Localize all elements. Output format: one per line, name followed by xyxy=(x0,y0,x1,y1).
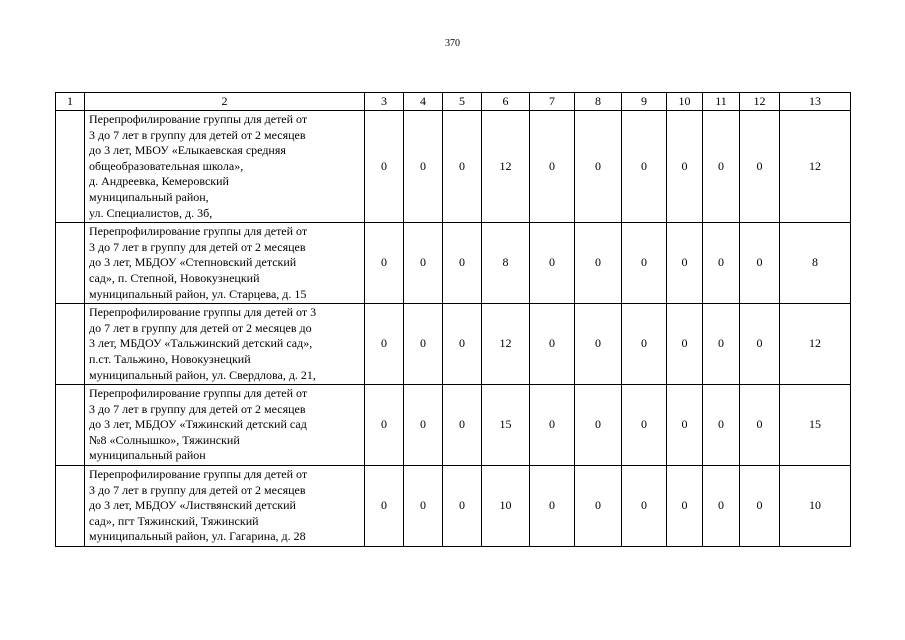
table-row xyxy=(56,223,851,304)
description-cell: Перепрофилирование группы для детей от 3 до 7 лет в группу для детей от 2 месяцев до 3 лет, МБДОУ «Тяжинский детский сад №8 «Солнышко», Тяжинский муниципальный район xyxy=(85,385,365,466)
value-cell: 0 xyxy=(530,111,575,223)
value-cell: 0 xyxy=(575,223,622,304)
description-cell: Перепрофилирование группы для детей от 3 до 7 лет в группу для детей от 2 месяцев до 3 лет, МБДОУ «Степновский детский сад», п. Степной, Новокузнецкий муниципальный район, ул. Старцева, д. 15 xyxy=(85,223,365,304)
value-cell: 0 xyxy=(667,466,703,547)
value-cell: 0 xyxy=(404,304,443,385)
value-cell: 0 xyxy=(365,466,404,547)
value-cell: 0 xyxy=(530,385,575,466)
total-cell: 12 xyxy=(780,304,851,385)
value-cell: 0 xyxy=(740,466,780,547)
value-cell: 0 xyxy=(530,304,575,385)
value-cell: 0 xyxy=(443,111,482,223)
value-cell: 0 xyxy=(575,385,622,466)
value-cell: 0 xyxy=(622,111,667,223)
value-cell: 0 xyxy=(622,304,667,385)
value-cell: 0 xyxy=(365,304,404,385)
value-cell: 0 xyxy=(575,111,622,223)
column-header: 3 xyxy=(365,93,404,111)
description-cell: Перепрофилирование группы для детей от 3 до 7 лет в группу для детей от 2 месяцев до 3 лет, МБОУ «Елыкаевская средняя общеобразовательная школа», д. Андреевка, Кемеровский муниципальный район, ул. Специалистов, д. 3б, xyxy=(85,111,365,223)
column-header: 5 xyxy=(443,93,482,111)
value-cell: 0 xyxy=(530,223,575,304)
value-cell: 0 xyxy=(703,304,740,385)
value-cell: 0 xyxy=(443,223,482,304)
column-header: 7 xyxy=(530,93,575,111)
value-cell: 0 xyxy=(622,223,667,304)
table-row xyxy=(56,304,851,385)
value-cell: 0 xyxy=(740,304,780,385)
value-cell: 15 xyxy=(482,385,530,466)
total-cell: 10 xyxy=(780,466,851,547)
row-number-cell xyxy=(56,223,85,304)
value-cell: 12 xyxy=(482,304,530,385)
table-row xyxy=(56,466,851,547)
column-header: 9 xyxy=(622,93,667,111)
column-header: 4 xyxy=(404,93,443,111)
column-header: 1 xyxy=(56,93,85,111)
column-header: 8 xyxy=(575,93,622,111)
column-header: 2 xyxy=(85,93,365,111)
value-cell: 0 xyxy=(575,466,622,547)
value-cell: 0 xyxy=(703,466,740,547)
value-cell: 0 xyxy=(365,223,404,304)
page-number: 370 xyxy=(445,38,460,49)
header-row xyxy=(56,93,851,111)
description-cell: Перепрофилирование группы для детей от 3 до 7 лет в группу для детей от 2 месяцев до 3 лет, МБДОУ «Тальжинский детский сад», п.ст. Тальжино, Новокузнецкий муниципальный район, ул. Свердлова, д. 21, xyxy=(85,304,365,385)
value-cell: 0 xyxy=(622,385,667,466)
value-cell: 8 xyxy=(482,223,530,304)
value-cell: 0 xyxy=(703,223,740,304)
value-cell: 0 xyxy=(443,466,482,547)
value-cell: 0 xyxy=(667,304,703,385)
value-cell: 0 xyxy=(740,223,780,304)
value-cell: 0 xyxy=(667,223,703,304)
value-cell: 0 xyxy=(404,466,443,547)
value-cell: 10 xyxy=(482,466,530,547)
value-cell: 12 xyxy=(482,111,530,223)
column-header: 12 xyxy=(740,93,780,111)
value-cell: 0 xyxy=(404,111,443,223)
total-cell: 12 xyxy=(780,111,851,223)
total-cell: 8 xyxy=(780,223,851,304)
value-cell: 0 xyxy=(404,223,443,304)
value-cell: 0 xyxy=(404,385,443,466)
table-row xyxy=(56,111,851,223)
column-header: 13 xyxy=(780,93,851,111)
column-header: 10 xyxy=(667,93,703,111)
value-cell: 0 xyxy=(740,385,780,466)
value-cell: 0 xyxy=(530,466,575,547)
value-cell: 0 xyxy=(443,304,482,385)
table-row xyxy=(56,385,851,466)
value-cell: 0 xyxy=(667,111,703,223)
row-number-cell xyxy=(56,466,85,547)
value-cell: 0 xyxy=(667,385,703,466)
value-cell: 0 xyxy=(575,304,622,385)
total-cell: 15 xyxy=(780,385,851,466)
column-header: 11 xyxy=(703,93,740,111)
value-cell: 0 xyxy=(703,111,740,223)
value-cell: 0 xyxy=(365,385,404,466)
row-number-cell xyxy=(56,111,85,223)
value-cell: 0 xyxy=(703,385,740,466)
data-table xyxy=(55,92,851,547)
row-number-cell xyxy=(56,385,85,466)
value-cell: 0 xyxy=(443,385,482,466)
column-header: 6 xyxy=(482,93,530,111)
description-cell: Перепрофилирование группы для детей от 3 до 7 лет в группу для детей от 2 месяцев до 3 лет, МБДОУ «Листвянский детский сад», пгт Тяжинский, Тяжинский муниципальный район, ул. Гагарина, д. 28 xyxy=(85,466,365,547)
value-cell: 0 xyxy=(622,466,667,547)
value-cell: 0 xyxy=(740,111,780,223)
row-number-cell xyxy=(56,304,85,385)
value-cell: 0 xyxy=(365,111,404,223)
